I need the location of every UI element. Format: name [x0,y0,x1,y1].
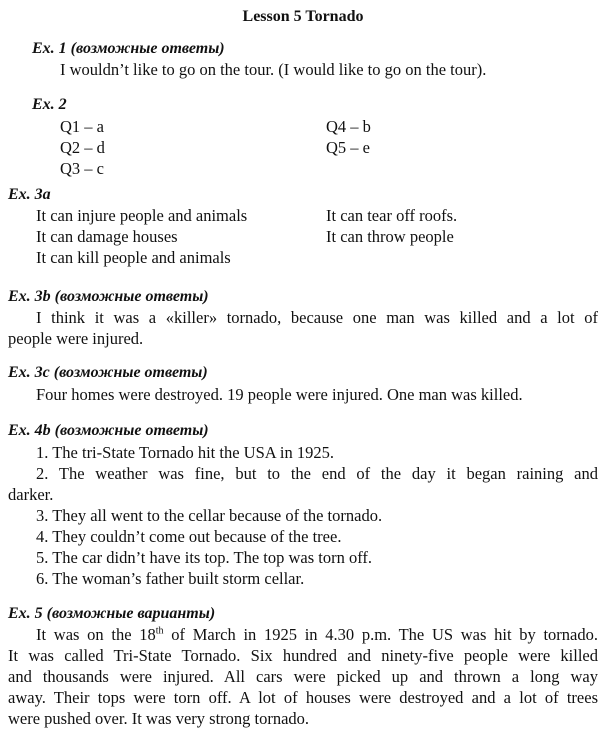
ex5-line1-superscript: th [155,625,164,637]
ex4b-header: Ex. 4b (возможные ответы) [8,422,209,439]
ex2-answer-q5: Q5 – e [326,138,370,157]
ex3b-answer [8,307,598,349]
ex4b-item: darker. [8,485,54,504]
ex3b-line: people were injured. [8,329,144,348]
ex3a-left-item: It can injure people and animals [36,206,248,225]
ex3a-left-item: It can kill people and animals [36,248,231,267]
ex2-answer-q1: Q1 – a [60,117,104,136]
ex3a-left-item: It can damage houses [36,227,178,246]
ex2-header: Ex. 2 [32,96,67,113]
ex4b-item: 3. They all went to the cellar because of the tornado. [36,506,383,525]
ex5-answer [8,624,598,729]
ex1-header: Ex. 1 (возможные ответы) [32,40,225,57]
ex3a-right-item: It can tear off roofs. [326,206,458,225]
ex4b-list [8,442,598,589]
ex3b-header: Ex. 3b (возможные ответы) [8,288,209,305]
ex4b-item: 2. The weather was fine, but to the end of the day it began raining and [36,464,598,483]
ex3a-header: Ex. 3a [8,186,51,203]
ex2-answer-q3: Q3 – c [60,159,104,178]
ex5-line: were pushed over. It was very strong tornado. [8,709,310,728]
ex4b-item: 5. The car didn’t have its top. The top was torn off. [36,548,373,567]
ex2-answer-q4: Q4 – b [326,117,371,136]
ex4b-item: 4. They couldn’t come out because of the tree. [36,527,342,546]
ex3b-line: I think it was a «killer» tornado, because one man was killed and a lot of [36,308,598,327]
ex5-line: away. Their tops were torn off. A lot of houses were destroyed and a lot of trees [8,688,598,707]
ex4b-item: 1. The tri-State Tornado hit the USA in 1925. [36,443,334,462]
ex3a-right-item: It can throw people [326,227,454,246]
ex3c-header: Ex. 3c (возможные ответы) [8,364,208,381]
ex5-line: and thousands were injured. All cars were picked up and thrown a long way [8,667,598,686]
page-title: Lesson 5 Tornado [242,8,364,25]
ex5-line: It was called Tri-State Tornado. Six hundred and ninety-five people were killed [8,646,598,665]
ex5-header: Ex. 5 (возможные варианты) [8,605,216,622]
ex4b-item: 6. The woman’s father built storm cellar. [36,569,305,588]
ex2-answer-q2: Q2 – d [60,138,105,157]
ex1-answer: I wouldn’t like to go on the tour. (I would like to go on the tour). [60,60,487,79]
ex5-line [8,624,598,645]
ex3c-answer: Four homes were destroyed. 19 people were injured. One man was killed. [36,385,523,404]
ex5-line1-start: It was on the 18 [36,625,156,644]
ex5-line1-end: of March in 1925 in 4.30 p.m. The US was hit by tornado. [163,625,598,644]
